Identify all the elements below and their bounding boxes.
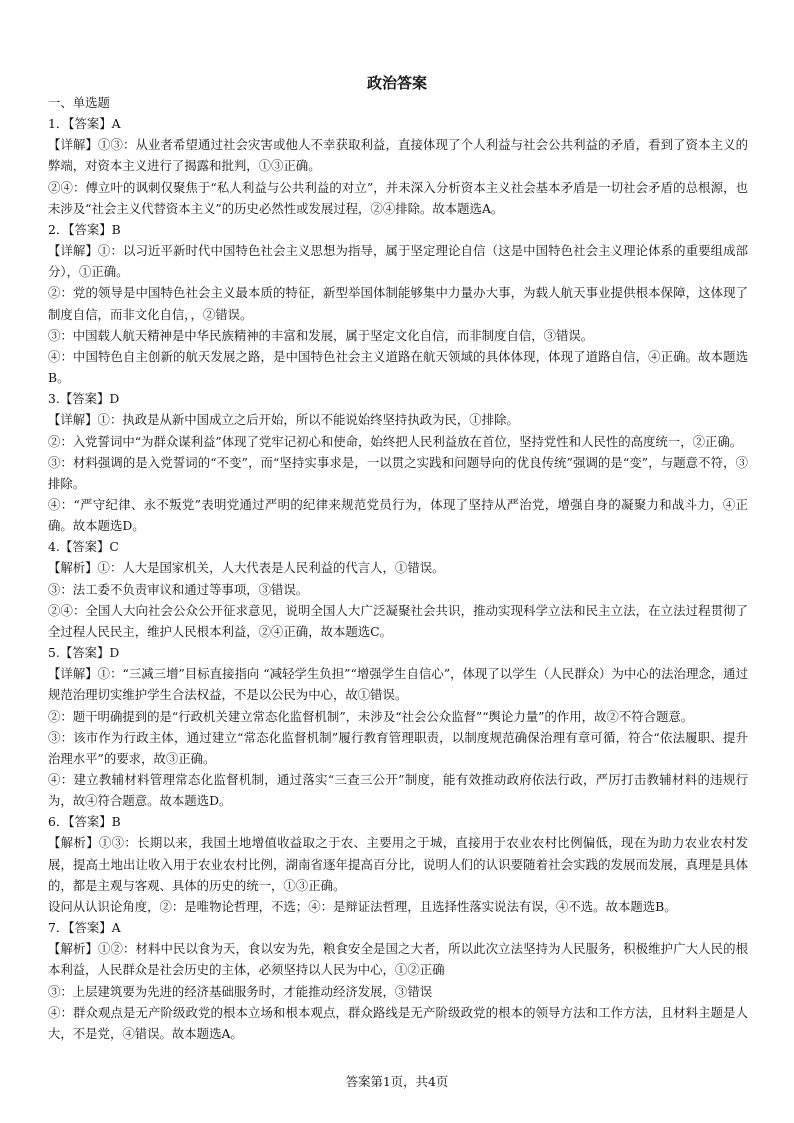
explanation-paragraph: ③：该市作为行政主体，通过建立“常态化监督机制”履行教育管理职责，以制度规范确保治理有章可循，符合“依法履职、提升治理水平”的要求，故③正确。	[48, 729, 748, 766]
answer-line-6: 6．【答案】B	[48, 814, 121, 830]
section-heading: 一、单选题	[48, 95, 110, 110]
explanation-paragraph: 【详解】①③：从业者希望通过社会灾害或他人不幸获取利益，直接体现了个人利益与社会公共利益的矛盾，看到了资本主义的弊端，对资本主义进行了揭露和批判，①③正确。	[48, 137, 748, 174]
explanation-paragraph: 【详解】①：“三减三增”目标直接指向 “减轻学生负担”“增强学生自信心”，体现了以学生（人民群众）为中心的法治理念，通过规范治理切实维护学生合法权益，不是以公民为中心，故①错误。	[48, 666, 748, 703]
answer-line-5: 5.【答案】D	[48, 645, 120, 661]
answer-line-1: 1．【答案】A	[48, 116, 121, 132]
explanation-paragraph: 【解析】①：人大是国家机关，人大代表是人民利益的代言人，①错误。	[48, 560, 445, 576]
explanation-paragraph: 【解析】①②：材料中民以食为天，食以安为先，粮食安全是国之大者，所以此次立法坚持为人民服务，积极维护广大人民的根本利益，人民群众是社会历史的主体，必须坚持以人民为中心，①②正确	[48, 941, 748, 978]
explanation-paragraph: ②：题干明确提到的是“行政机关建立常态化监督机制”，未涉及“社会公众监督”“舆论力量”的作用，故②不符合题意。	[48, 708, 694, 724]
answer-line-3: 3.【答案】D	[48, 391, 120, 407]
explanation-paragraph: ③：材料强调的是入党誓词的“不变”，而“坚持实事求是，一以贯之实践和问题导向的优良传统”强调的是“变”，与题意不符，③排除。	[48, 454, 748, 491]
page-title: 政治答案	[366, 74, 427, 92]
explanation-paragraph: ④：中国特色自主创新的航天发展之路，是中国特色社会主义道路在航天领域的具体体现，体现了道路自信，④正确。故本题选B。	[48, 348, 748, 386]
page-footer: 答案第1页，共4页	[345, 1074, 449, 1089]
explanation-paragraph: ③：上层建筑要为先进的经济基础服务时，才能推动经济发展，③错误	[48, 983, 433, 999]
answer-line-2: 2．【答案】B	[48, 221, 121, 237]
answer-content	[48, 92, 748, 1044]
explanation-paragraph: ④：建立教辅材料管理常态化监督机制，通过落实“三查三公开”制度，能有效推动政府依法行政，严厉打击教辅材料的违规行为，故④符合题意。故本题选D。	[48, 772, 748, 809]
explanation-paragraph: 【详解】①：执政是从新中国成立之后开始，所以不能说始终坚持执政为民，①排除。	[48, 412, 519, 428]
explanation-paragraph: ③：法工委不负责审议和通过等事项，③错误。	[48, 581, 309, 597]
answer-line-4: 4.【答案】C	[48, 539, 119, 555]
explanation-paragraph: ②：党的领导是中国特色社会主义最本质的特征，新型举国体制能够集中力量办大事，为载人航天事业提供根本保障，这体现了制度自信，而非文化自信，，②错误。	[48, 285, 748, 322]
explanation-paragraph: 【解析】①③：长期以来，我国土地增值收益取之于农、主要用之于城，直接用于农业农村比例偏低，现在为助力农业农村发展，提高土地出让收入用于农业农村比例，湖南省逐年提高百分比，说明人们的认识要随着社会实践的发展而发展，真理是具体的，都是主观与客观、具体的历史的统一，①③正确。	[48, 835, 748, 893]
explanation-paragraph: 【详解】①：以习近平新时代中国特色社会主义思想为指导，属于坚定理论自信（这是中国特色社会主义理论体系的重要组成部分），①正确。	[48, 243, 748, 280]
explanation-paragraph: ②④：全国人大向社会公众公开征求意见，说明全国人大广泛凝聚社会共识，推动实现科学立法和民主立法，在立法过程贯彻了全过程人民民主，维护人民根本利益，②④正确，故本题选C。	[48, 602, 748, 639]
explanation-paragraph: ③：中国载人航天精神是中华民族精神的丰富和发展，属于坚定文化自信，而非制度自信，③错误。	[48, 327, 594, 343]
answer-line-7: 7．【答案】A	[48, 920, 121, 936]
explanation-paragraph: ④：“严守纪律、永不叛党”表明党通过严明的纪律来规范党员行为，体现了坚持从严治党，增强自身的凝聚力和战斗力，④正确。故本题选D。	[48, 496, 748, 534]
explanation-paragraph: ④：群众观点是无产阶级政党的根本立场和根本观点，群众路线是无产阶级政党的根本的领导方法和工作方法，且材料主题是人大，不是党，④错误。故本题选A。	[48, 1004, 748, 1041]
explanation-paragraph: ②：入党誓词中“为群众谋利益”体现了党牢记初心和使命，始终把人民利益放在首位，坚持党性和人民性的高度统一，②正确。	[48, 433, 743, 449]
explanation-paragraph: ②④：傅立叶的讽刺仅聚焦于“私人利益与公共利益的对立”，并未深入分析资本主义社会基本矛盾是一切社会矛盾的总根源，也未涉及“社会主义代替资本主义”的历史必然性或发展过程，②④排除。故本题选A。	[48, 179, 748, 216]
explanation-paragraph: 设问从认识论角度，②：是唯物论哲理，不选；④：是辩证法哲理，且选择性落实说法有误，④不选。故本题选B。	[48, 898, 677, 914]
